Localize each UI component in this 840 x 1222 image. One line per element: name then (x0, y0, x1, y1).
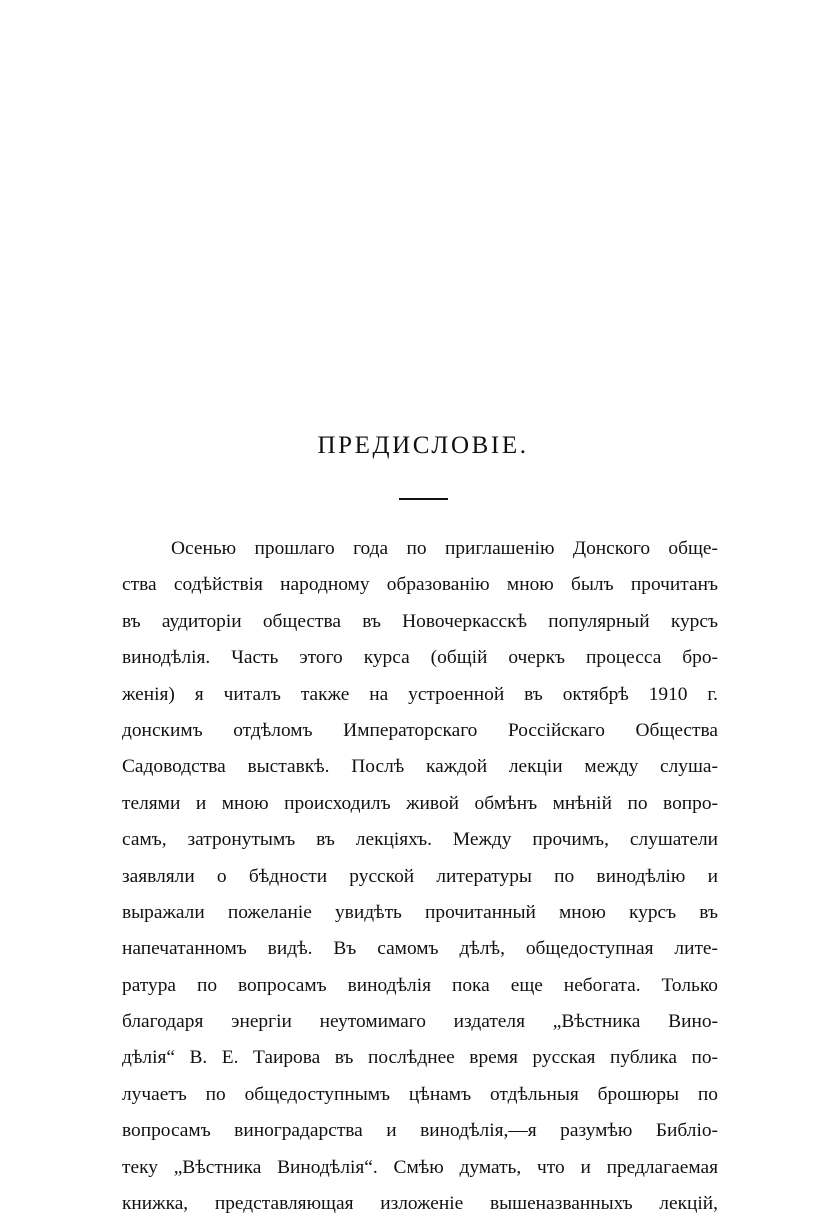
text-line: телями и мною происходилъ живой обмѣнъ мнѣній по вопро- (122, 792, 718, 814)
text-line: теку „Вѣстника Винодѣлія“. Смѣю думать, что и предлагаемая (122, 1156, 718, 1178)
text-line: Осенью прошлаго года по приглашенію Донского обще- (171, 538, 718, 559)
text-line: ства содѣйствія народному образованію мною былъ прочитанъ (122, 574, 718, 596)
text-line: напечатанномъ видѣ. Въ самомъ дѣлѣ, общедоступная лите- (122, 938, 718, 960)
text-line: заявляли о бѣдности русской литературы по винодѣлію и (122, 865, 718, 887)
text-line: книжка, представляющая изложеніе вышеназванныхъ лекцій, (122, 1193, 718, 1215)
page-title: ПРЕДИСЛОВІЕ. (317, 432, 529, 459)
title-divider (399, 498, 448, 500)
text-line: въ аудиторіи общества въ Новочеркасскѣ популярный курсъ (122, 610, 718, 632)
preface-paragraph (122, 531, 718, 1222)
text-line: Садоводства выставкѣ. Послѣ каждой лекціи между слуша- (122, 756, 718, 778)
text-line: винодѣлія. Часть этого курса (общій очеркъ процесса бро- (122, 647, 718, 669)
text-line: дѣлія“ В. Е. Таирова въ послѣднее время русская публика по- (122, 1047, 718, 1069)
text-line: вопросамъ виноградарства и винодѣлія,—я разумѣю Библіо- (122, 1120, 718, 1142)
text-line: выражали пожеланіе увидѣть прочитанный мною курсъ въ (122, 901, 718, 923)
text-line: лучаетъ по общедоступнымъ цѣнамъ отдѣльныя брошюры по (122, 1083, 718, 1105)
text-line: донскимъ отдѣломъ Императорскаго Россійскаго Общества (122, 719, 718, 741)
text-line: ратура по вопросамъ винодѣлія пока еще небогата. Только (122, 974, 718, 996)
text-line: женія) я читалъ также на устроенной въ октябрѣ 1910 г. (122, 683, 718, 705)
text-line: самъ, затронутымъ въ лекціяхъ. Между прочимъ, слушатели (122, 829, 718, 851)
text-line: благодаря энергіи неутомимаго издателя „Вѣстника Вино- (122, 1011, 718, 1033)
